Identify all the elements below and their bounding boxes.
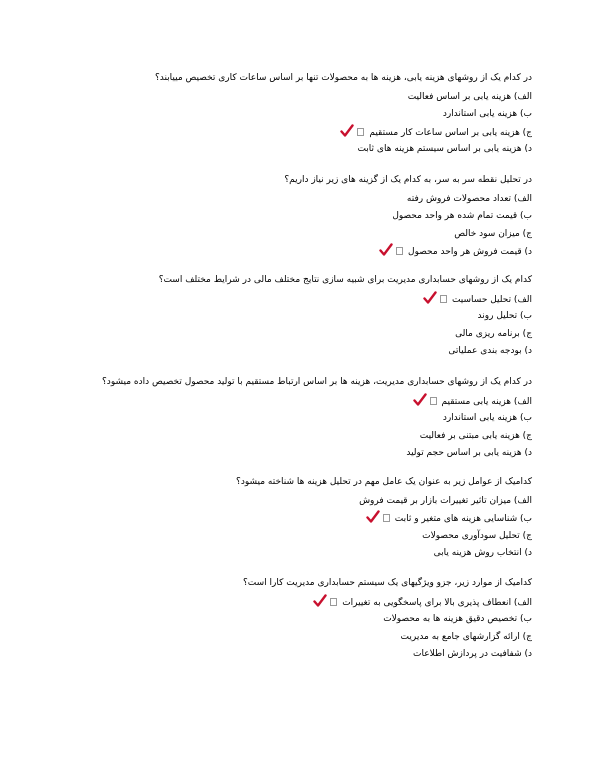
checkmark-icon [379,243,393,257]
answer-checkbox[interactable] [430,397,437,405]
answer-checkbox[interactable] [396,247,403,255]
question-stem: کدامیک از موارد زیر، جزو ویژگیهای یک سیستم حسابداری مدیریت کارا است؟ [243,578,532,588]
option-selected: د) قیمت فروش هر واحد محصول [284,243,532,261]
answer-checkbox[interactable] [440,295,447,303]
option: ب) هزینه یابی استاندارد [442,413,532,423]
option: ب) هزینه یابی استاندارد [442,109,532,119]
option: الف) میزان تاثیر تغییرات بازار بر قیمت فروش [359,495,532,506]
question-3 [159,272,532,361]
checkmark-icon [313,594,327,608]
question-1 [155,70,532,159]
question-stem: در کدام یک از روشهای هزینه یابی، هزینه ها به محصولات تنها بر اساس ساعات کاری تخصیص مییابند؟ [154,73,532,83]
option: ب) تخصیص دقیق هزینه ها به محصولات [383,614,532,624]
answer-checkbox[interactable] [357,128,364,136]
option-selected: ب) شناسایی هزینه های متغیر و ثابت [236,510,532,528]
checkmark-icon [340,124,354,138]
option-selected: الف) انعطاف پذیری بالا برای پاسخگویی به تغییرات [243,594,532,612]
question-stem: در تحلیل نقطه سر به سر، به کدام یک از گزینه های زیر نیاز داریم؟ [284,175,532,185]
answer-checkbox[interactable] [383,514,390,522]
option: د) هزینه یابی بر اساس حجم تولید [406,448,532,458]
option: د) هزینه یابی بر اساس سیستم هزینه های ثابت [357,144,532,154]
option: ج) تحلیل سودآوری محصولات [422,530,532,541]
option: الف) تعداد محصولات فروش رفته [406,193,532,204]
answer-checkbox[interactable] [330,598,337,606]
question-5 [236,474,532,563]
checkmark-icon [366,510,380,524]
option: ج) برنامه ریزی مالی [455,328,532,339]
option-selected: الف) هزینه یابی مستقیم [102,393,532,411]
option: ج) هزینه یابی مبتنی بر فعالیت [419,430,532,441]
checkmark-icon [413,393,427,407]
checkmark-icon [423,291,437,305]
question-6 [243,575,532,664]
option: ب) قیمت تمام شده هر واحد محصول [392,211,532,221]
option: الف) هزینه یابی بر اساس فعالیت [407,91,532,102]
option-selected: ج) هزینه یابی بر اساس ساعات کار مستقیم [155,124,532,142]
question-stem: کدامیک از عوامل زیر به عنوان یک عامل مهم در تحلیل هزینه ها شناخته میشود؟ [236,477,532,487]
option: ج) میزان سود خالص [454,228,532,239]
question-4 [102,374,532,463]
option: ج) ارائه گزارشهای جامع به مدیریت [400,631,532,642]
option: د) شفافیت در پردازش اطلاعات [413,649,532,659]
question-stem: کدام یک از روشهای حسابداری مدیریت برای شبیه سازی نتایج مختلف مالی در شرایط مختلف است؟ [158,275,532,285]
option: د) انتخاب روش هزینه یابی [433,548,532,558]
option: ب) تحلیل روند [477,311,532,321]
option-selected: الف) تحلیل حساسیت [159,291,532,309]
question-2 [284,172,532,261]
question-stem: در کدام یک از روشهای حسابداری مدیریت، هزینه ها بر اساس ارتباط مستقیم با تولید محصول تخصیص داده میشود؟ [102,377,532,387]
option: د) بودجه بندی عملیاتی [448,346,532,356]
